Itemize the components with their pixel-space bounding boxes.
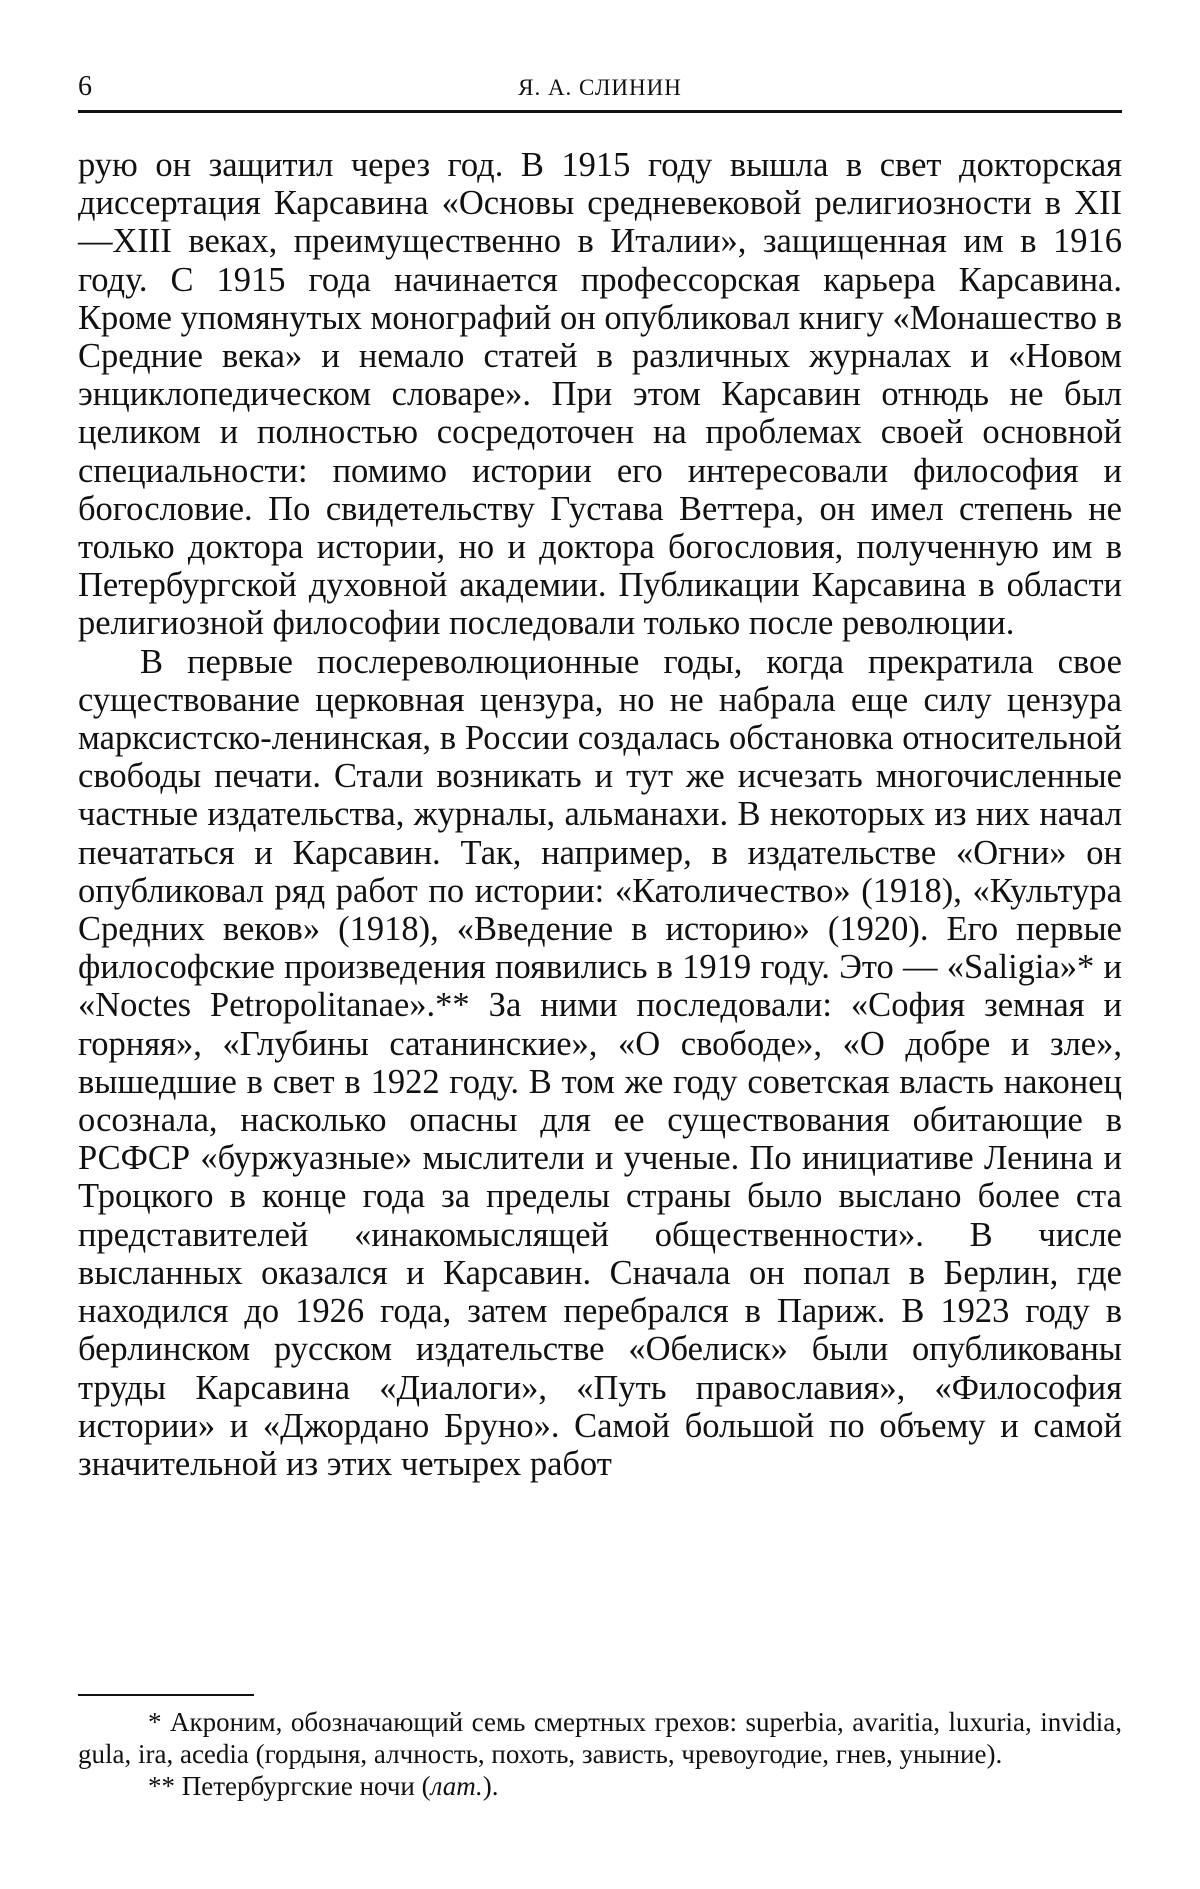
main-text [78,146,1122,1483]
footnote: * Акроним, обозначающий семь смертных грехов: superbia, avaritia, luxuria, invidia, gula, ira, acedia (гордыня, алчность, похоть, зависть, чревоугодие, гнев, уныние). [78,1707,1122,1769]
running-title: Я. А. СЛИНИН [518,75,682,100]
paragraph: рую он защитил через год. В 1915 году вышла в свет докторская диссертация Карсавина «Основы средневековой религиозности в XII—XIII веках, преимущественно в Италии», защищенная им в 1916 году. С 1915 года начинается профессорская карьера Карсавина. Кроме упомянутых монографий он опубликовал книгу «Монашество в Средние века» и немало статей в различных журналах и «Новом энциклопедическом словаре». При этом Карсавин отнюдь не был целиком и полностью сосредоточен на проблемах своей основной специальности: помимо истории его интересовали философия и богословие. По свидетельству Густава Веттера, он имел степень не только доктора истории, но и доктора богословия, полученную им в Петербургской духовной академии. Публикации Карсавина в области религиозной философии последовали только после революции. [78,146,1122,643]
page-header [78,70,1122,113]
footnote-end: ). [482,1771,499,1801]
footnote [78,1770,1122,1802]
footnotes [78,1706,1122,1802]
language-abbreviation: лат. [430,1771,483,1801]
footnote-separator [78,1694,254,1696]
paragraph: В первые послереволюционные годы, когда прекратила свое существование церковная цензура, но не набрала еще силу цензура марксистско-ленинская, в России создалась обстановка относительной свободы печати. Стали возникать и тут же исчезать многочисленные частные издательства, журналы, альманахи. В некоторых из них начал печататься и Карсавин. Так, например, в издательстве «Огни» он опубликовал ряд работ по истории: «Католичество» (1918), «Культура Средних веков» (1918), «Введение в историю» (1920). Его первые философские произведения появились в 1919 году. Это — «Saligia»* и «Noctes Petropolitanae».** За ними последовали: «София земная и горняя», «Глубины сатанинские», «О свободе», «О добре и зле», вышедшие в свет в 1922 году. В том же году советская власть наконец осознала, насколько опасны для ее существования обитающие в РСФСР «буржуазные» мыслители и ученые. По инициативе Ленина и Троцкого в конце года за пределы страны было выслано более ста представителей «инакомыслящей общественности». В числе высланных оказался и Карсавин. Сначала он попал в Берлин, где находился до 1926 года, затем перебрался в Париж. В 1923 году в берлинском русском издательстве «Обелиск» были опубликованы труды Карсавина «Диалоги», «Путь православия», «Философия истории» и «Джордано Бруно». Самой большой по объему и самой значительной из этих четырех работ [78,642,1122,1483]
footnote-text: ** Петербургские ночи ( [148,1771,431,1801]
page-number: 6 [78,71,92,102]
